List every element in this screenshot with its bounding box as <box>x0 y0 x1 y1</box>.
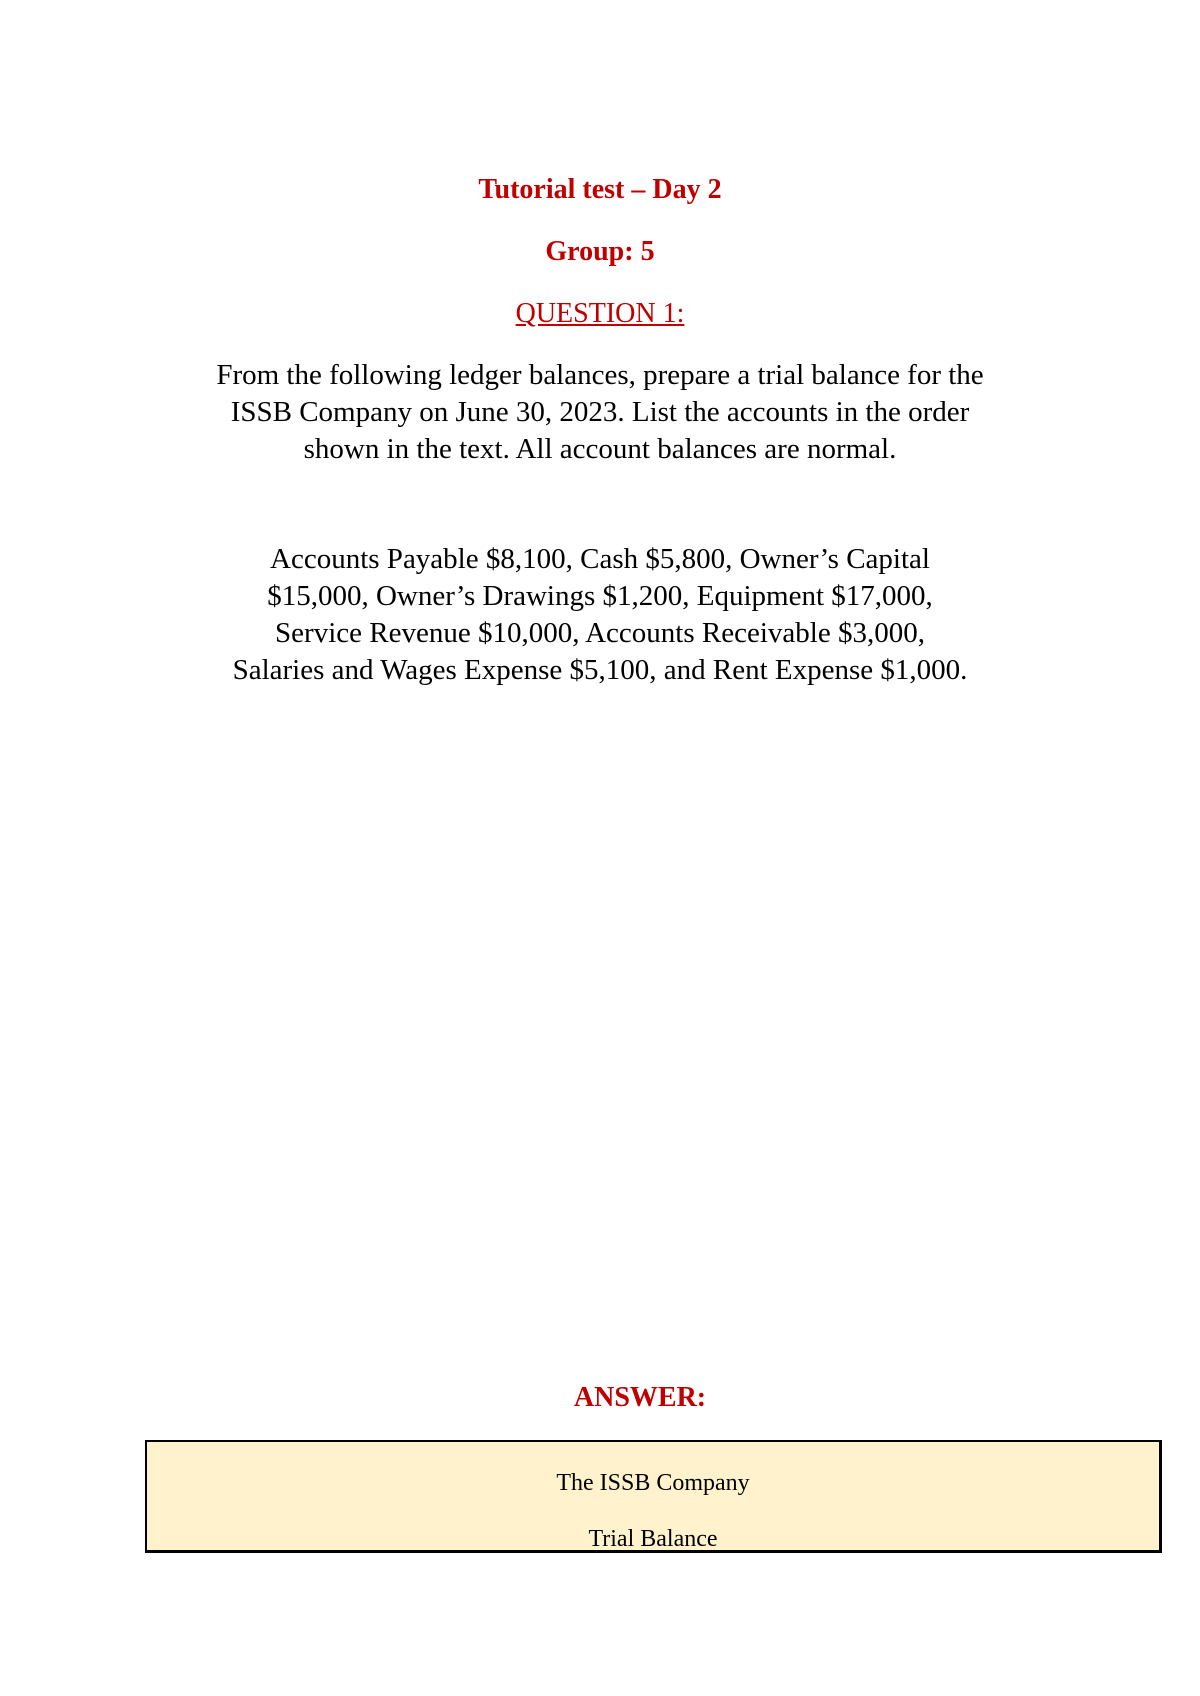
instructions-line: ISSB Company on June 30, 2023. List the accounts in the order <box>230 396 970 428</box>
document-title: Tutorial test – Day 2 <box>478 174 722 205</box>
instructions-line: shown in the text. All account balances are normal. <box>303 433 897 465</box>
group-label: Group: 5 <box>545 236 655 267</box>
question-heading: QUESTION 1: <box>515 298 685 329</box>
ledger-balances-paragraph <box>0 541 1200 689</box>
statement-title: Trial Balance <box>588 1526 718 1552</box>
trial-balance-header-box <box>145 1440 1162 1553</box>
ledger-balances-line: Accounts Payable $8,100, Cash $5,800, Owner’s Capital <box>270 543 930 575</box>
ledger-balances-line: Service Revenue $10,000, Accounts Receivable $3,000, <box>275 617 925 649</box>
answer-heading: ANSWER: <box>573 1382 707 1413</box>
ledger-balances-line: $15,000, Owner’s Drawings $1,200, Equipment $17,000, <box>267 580 933 612</box>
instructions-line: From the following ledger balances, prepare a trial balance for the <box>216 359 984 391</box>
company-name: The ISSB Company <box>556 1470 750 1496</box>
ledger-balances-line: Salaries and Wages Expense $5,100, and Rent Expense $1,000. <box>232 654 968 686</box>
instructions-paragraph <box>0 357 1200 468</box>
